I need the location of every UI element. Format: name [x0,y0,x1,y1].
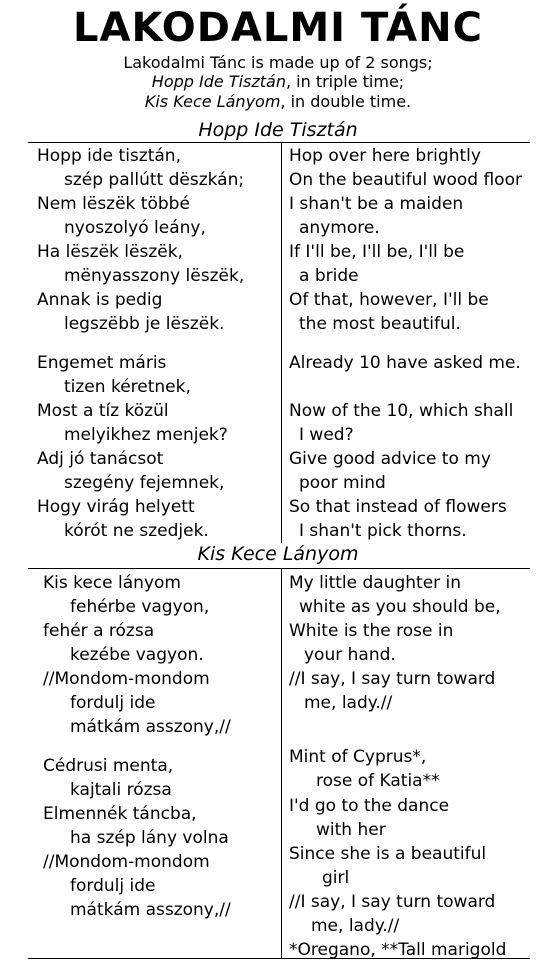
song1-hu-line: Annak is pedig [37,290,163,310]
song2-hu-line: Cédrusi menta, [43,756,174,776]
song2-en-line: //I say, I say turn toward [289,892,496,912]
bottom-rule [28,958,530,959]
song2-hu-line: Elmennék táncba, [43,804,197,824]
song2-hu-line: kezébe vagyon. [70,645,204,665]
song1-hu-line: Hopp ide tisztán, [37,146,181,166]
song1-en-line: I shan't be a maiden [289,194,464,214]
song1-heading: Hopp Ide Tisztán [198,119,358,141]
song2-hu-line: kajtali rózsa [70,780,172,800]
song1-hu-line: mënyasszony lëszëk, [64,266,245,286]
song1-hu-line: Most a tíz közül [37,401,169,421]
song2-hu-line: fehér a rózsa [43,621,155,641]
song2-en-line: me, lady.// [304,693,393,713]
song2-en-line: girl [322,868,350,888]
song2-hu-line: //Mondom-mondom [43,669,210,689]
song1-top-rule [28,142,530,143]
song1-en-line: Now of the 10, which shall [289,401,514,421]
song2-en-line: me, lady.// [311,916,400,936]
song1-hu-line: Adj jó tanácsot [37,449,164,469]
song1-en-line: Give good advice to my [289,449,491,469]
intro-song1-name: Hopp Ide Tisztán [151,72,286,91]
song1-hu-line: Engemet máris [37,353,167,373]
song1-hu-line: tizen kéretnek, [64,377,191,397]
song2-hu-line: fehérbe vagyon, [70,597,210,617]
song2-hu-line: //Mondom-mondom [43,852,210,872]
song1-en-line: Already 10 have asked me. [289,353,521,373]
song1-hu-line: legszëbb je lëszëk. [64,314,225,334]
song1-en-line: anymore. [299,218,380,238]
song2-en-line: rose of Katia** [316,771,440,791]
song1-en-line: So that instead of flowers [289,497,507,517]
song2-en-line: My little daughter in [289,573,462,593]
intro-song2-name: Kis Kece Lányom [144,92,281,111]
song2-hu-line: mátkám asszony,// [70,900,231,920]
song1-hu-line: szegény fejemnek, [64,473,225,493]
song2-hu-line: fordulj ide [70,693,156,713]
intro-line-2 [0,72,556,91]
song2-column-divider [281,568,282,958]
song2-en-line: with her [316,820,386,840]
song2-top-rule [28,568,530,569]
song1-hu-line: nyoszolyó lеány, [64,218,206,238]
song1-en-line: I wed? [299,425,354,445]
song2-hu-line: Kis kece lányom [43,573,181,593]
song1-en-line: poor mind [299,473,386,493]
song1-hu-line: Ha lëszëk lëszëk, [37,242,183,262]
song1-en-line: the most beautiful. [299,314,461,334]
song1-en-line: Of that, however, I'll be [289,290,489,310]
song1-en-line: On the beautiful wood floor [289,170,522,190]
intro-song2-meter: , in double time. [280,92,412,111]
song2-heading: Kis Kece Lányom [197,543,359,565]
song2-en-line: //I say, I say turn toward [289,669,496,689]
song1-en-line: a bride [299,266,359,286]
song1-en-line: If I'll be, I'll be, I'll be [289,242,465,262]
song2-en-line: your hand. [304,645,396,665]
intro-line-1: Lakodalmi Tánc is made up of 2 songs; [123,53,433,72]
song2-hu-line: fordulj ide [70,876,156,896]
song1-hu-line: kórót ne szedjek. [64,521,209,541]
intro-line-3 [0,92,556,111]
song2-hu-line: ha szép lány volna [70,828,229,848]
song2-en-line: Since she is a beautiful [289,844,487,864]
song2-en-line: Mint of Cyprus*, [289,747,427,767]
song2-en-line: I'd go to the dance [289,796,450,816]
song1-hu-line: szép pallútt dëszkán; [64,170,245,190]
song1-hu-line: Hogy virág helyett [37,497,195,517]
song1-hu-line: Nem lëszëk többé [37,194,190,214]
intro-song1-meter: , in triple time; [285,72,405,91]
page-title: LAKODALMI TÁNC [73,5,483,51]
song1-column-divider [281,142,282,543]
song1-en-line: I shan't pick thorns. [299,521,467,541]
song2-en-line: white as you should be, [299,597,501,617]
song2-en-line: White is the rose in [289,621,454,641]
song2-footnote: *Oregano, **Tall marigold [289,940,507,960]
song2-hu-line: mátkám asszony,// [70,717,231,737]
song1-hu-line: melyikhez menjek? [64,425,228,445]
song1-en-line: Hop over here brightly [289,146,481,166]
